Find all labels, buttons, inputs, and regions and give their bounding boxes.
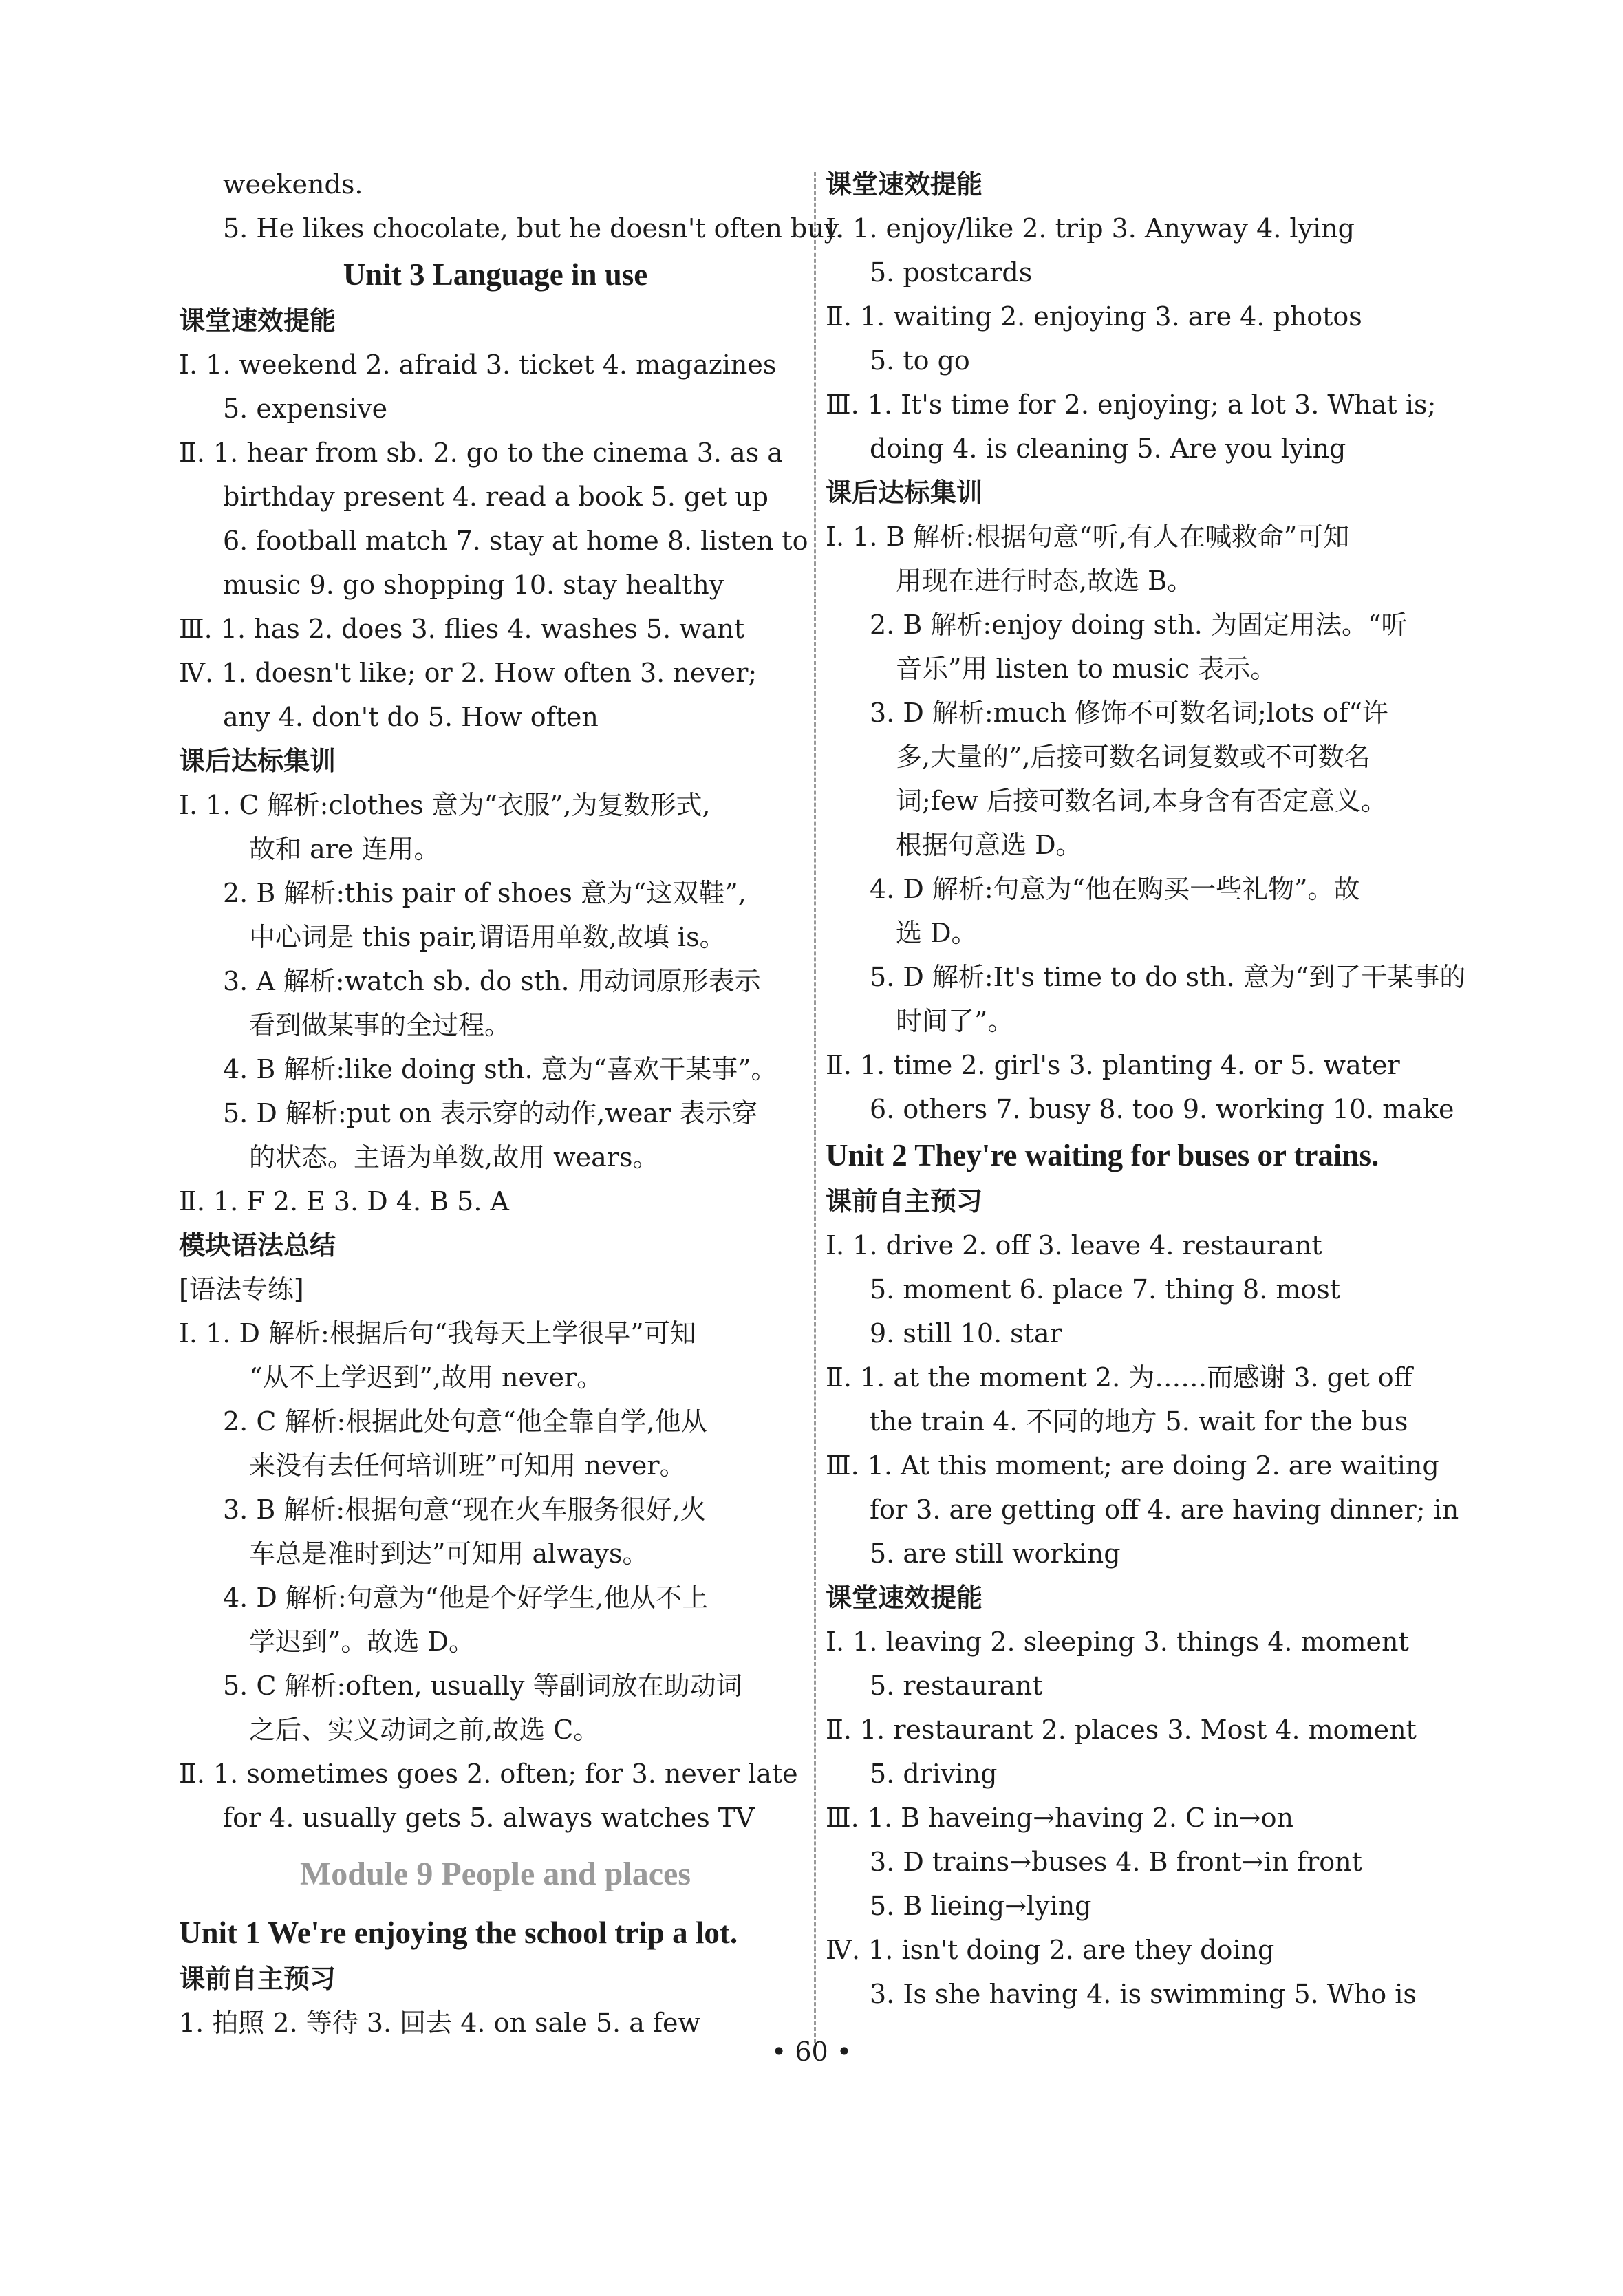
answer-line: 3. Is she having 4. is swimming 5. Who is <box>870 1979 1417 2009</box>
answer-line: for 4. usually gets 5. always watches TV <box>223 1803 755 1833</box>
answer-line: 多,大量的”,后接可数名词复数或不可数名 <box>896 742 1371 772</box>
grammar-practice-tag: [语法专练] <box>179 1274 304 1305</box>
left-column <box>179 162 844 2045</box>
column-divider <box>814 172 816 2043</box>
section-heading: 课堂速效提能 <box>826 1582 983 1613</box>
answer-line: “从不上学迟到”,故用 never。 <box>249 1362 603 1393</box>
answer-line: 5. B lieing→lying <box>870 1891 1092 1921</box>
answer-line: Ⅱ. 1. sometimes goes 2. often; for 3. never late <box>179 1759 798 1789</box>
answer-line: Ⅰ. 1. D 解析:根据后句“我每天上学很早”可知 <box>179 1318 696 1349</box>
answer-line: 车总是准时到达”可知用 always。 <box>249 1538 649 1569</box>
answer-line: Ⅰ. 1. enjoy/like 2. trip 3. Anyway 4. lying <box>826 213 1355 244</box>
answer-line: the train 4. 不同的地方 5. wait for the bus <box>870 1406 1408 1437</box>
answer-line: 选 D。 <box>896 918 978 948</box>
answer-line: music 9. go shopping 10. stay healthy <box>223 570 724 600</box>
answer-line: 4. D 解析:句意为“他在购买一些礼物”。故 <box>870 874 1360 904</box>
answer-line: 5. restaurant <box>870 1671 1043 1701</box>
answer-line: Ⅱ. 1. at the moment 2. 为……而感谢 3. get off <box>826 1362 1412 1393</box>
section-heading: 课前自主预习 <box>826 1186 983 1216</box>
answer-line: 中心词是 this pair,谓语用单数,故填 is。 <box>249 922 726 952</box>
answer-line: 用现在进行时态,故选 B。 <box>896 566 1194 596</box>
answer-line: 来没有去任何培训班”可知用 never。 <box>249 1450 686 1481</box>
answer-line: Ⅰ. 1. weekend 2. afraid 3. ticket 4. magazines <box>179 350 777 380</box>
answer-line: for 3. are getting off 4. are having dinner; in <box>870 1494 1459 1525</box>
answer-line: 学迟到”。故选 D。 <box>249 1627 475 1657</box>
answer-line: Ⅳ. 1. isn't doing 2. are they doing <box>826 1935 1275 1965</box>
section-heading: 课堂速效提能 <box>179 305 336 336</box>
answer-line: 4. B 解析:like doing sth. 意为“喜欢干某事”。 <box>223 1054 777 1084</box>
section-heading: 课后达标集训 <box>179 746 336 776</box>
answer-line: 3. D trains→buses 4. B front→in front <box>870 1847 1362 1877</box>
answer-line: 3. D 解析:much 修饰不可数名词;lots of“许 <box>870 698 1388 728</box>
answer-line: weekends. <box>223 169 363 200</box>
answer-line: 故和 are 连用。 <box>249 834 440 864</box>
answer-line: Ⅱ. 1. restaurant 2. places 3. Most 4. moment <box>826 1715 1417 1745</box>
answer-line: birthday present 4. read a book 5. get up <box>223 482 768 512</box>
answer-line: 6. football match 7. stay at home 8. listen to <box>223 526 808 556</box>
right-column <box>826 162 1466 2016</box>
answer-line: doing 4. is cleaning 5. Are you lying <box>870 433 1346 464</box>
answer-line: 5. C 解析:often, usually 等副词放在助动词 <box>223 1671 742 1701</box>
answer-line: 4. D 解析:句意为“他是个好学生,他从不上 <box>223 1582 709 1613</box>
answer-line: 5. moment 6. place 7. thing 8. most <box>870 1274 1341 1305</box>
answer-line: 看到做某事的全过程。 <box>249 1010 511 1040</box>
answer-line: Ⅱ. 1. F 2. E 3. D 4. B 5. A <box>179 1186 509 1216</box>
answer-line: Ⅲ. 1. At this moment; are doing 2. are waiting <box>826 1450 1439 1481</box>
answer-line: 时间了”。 <box>896 1006 1014 1036</box>
answer-line: 3. A 解析:watch sb. do sth. 用动词原形表示 <box>223 966 761 996</box>
answer-line: 9. still 10. star <box>870 1318 1062 1349</box>
answer-line: 词;few 后接可数名词,本身含有否定意义。 <box>896 786 1388 816</box>
answer-line: 6. others 7. busy 8. too 9. working 10. make <box>870 1094 1454 1124</box>
answer-line: 的状态。主语为单数,故用 wears。 <box>249 1142 659 1172</box>
answer-line: 5. driving <box>870 1759 998 1789</box>
module-9-title: Module 9 People and places <box>299 1856 691 1892</box>
answer-line: 5. D 解析:It's time to do sth. 意为“到了干某事的 <box>870 962 1466 992</box>
answer-line: 5. He likes chocolate, but he doesn't often buy. <box>223 213 844 244</box>
answer-line: Ⅳ. 1. doesn't like; or 2. How often 3. never; <box>179 658 757 688</box>
answer-line: Ⅱ. 1. time 2. girl's 3. planting 4. or 5. water <box>826 1050 1400 1080</box>
answer-line: 2. B 解析:this pair of shoes 意为“这双鞋”, <box>223 878 746 908</box>
answer-line: 3. B 解析:根据句意“现在火车服务很好,火 <box>223 1494 707 1525</box>
answer-line: any 4. don't do 5. How often <box>223 702 599 732</box>
section-heading: 课堂速效提能 <box>826 169 983 200</box>
answer-line: Ⅲ. 1. It's time for 2. enjoying; a lot 3. What is; <box>826 389 1437 420</box>
answer-line: 2. C 解析:根据此处句意“他全靠自学,他从 <box>223 1406 707 1437</box>
answer-line: 音乐”用 listen to music 表示。 <box>896 654 1277 684</box>
answer-line: Ⅰ. 1. B 解析:根据句意“听,有人在喊救命”可知 <box>826 522 1350 552</box>
section-heading: 课后达标集训 <box>826 478 983 508</box>
unit-3-title: Unit 3 Language in use <box>343 257 648 292</box>
answer-line: 5. are still working <box>870 1538 1121 1569</box>
answer-line: 之后、实义动词之前,故选 C。 <box>249 1715 600 1745</box>
section-heading: 模块语法总结 <box>179 1230 336 1260</box>
answer-line: 2. B 解析:enjoy doing sth. 为固定用法。“听 <box>870 610 1408 640</box>
answer-line: 5. D 解析:put on 表示穿的动作,wear 表示穿 <box>223 1098 758 1128</box>
answer-line: 5. expensive <box>223 394 388 424</box>
section-heading: 课前自主预习 <box>179 1964 336 1994</box>
page-number: • 60 • <box>771 2037 852 2067</box>
answer-line: Ⅰ. 1. C 解析:clothes 意为“衣服”,为复数形式, <box>179 790 711 820</box>
answer-line: Ⅱ. 1. waiting 2. enjoying 3. are 4. photos <box>826 301 1362 332</box>
answer-line: 5. to go <box>870 345 970 376</box>
answer-line: Ⅲ. 1. has 2. does 3. flies 4. washes 5. want <box>179 614 745 644</box>
answer-line: 5. postcards <box>870 257 1033 288</box>
answer-line: 根据句意选 D。 <box>896 830 1082 860</box>
answer-line: 1. 拍照 2. 等待 3. 回去 4. on sale 5. a few <box>179 2008 701 2038</box>
unit-2-title: Unit 2 They're waiting for buses or trains. <box>826 1138 1379 1172</box>
answer-line: Ⅰ. 1. leaving 2. sleeping 3. things 4. moment <box>826 1627 1409 1657</box>
answer-line: Ⅰ. 1. drive 2. off 3. leave 4. restaurant <box>826 1230 1322 1260</box>
answer-line: Ⅱ. 1. hear from sb. 2. go to the cinema 3. as a <box>179 438 783 468</box>
answer-line: Ⅲ. 1. B haveing→having 2. C in→on <box>826 1803 1293 1833</box>
unit-1-title: Unit 1 We're enjoying the school trip a lot. <box>179 1916 738 1950</box>
